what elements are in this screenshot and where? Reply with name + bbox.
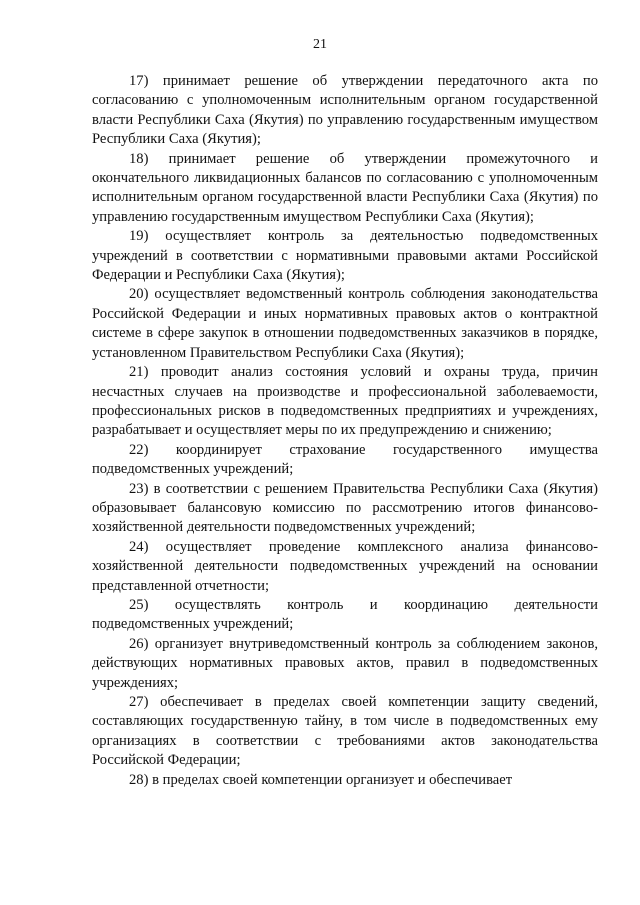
paragraph-item-20: 20) осуществляет ведомственный контроль соблюдения законодательства Российской Федерации и иных нормативных правовых актов о контрактной системе в сфере закупок в отношении подведомственных заказчиков в порядке, установленном Правительством Республики Саха (Якутия); [92,286,598,361]
paragraph-item-28: 28) в пределах своей компетенции организует и обеспечивает [129,771,513,788]
document-body [92,72,598,790]
paragraph-item-17: 17) принимает решение об утверждении передаточного акта по согласованию с уполномоченным исполнительным органом государственной власти Республики Саха (Якутия) по управлению государственным имуществом Республики Саха (Якутия); [92,73,598,148]
paragraph-item-21: 21) проводит анализ состояния условий и охраны труда, причин несчастных случаев на производстве и профессиональной заболеваемости, профессиональных рисков в подведомственных предприятиях и учреждениях, разрабатывает и осуществляет меры по их предупреждению и снижению; [92,364,598,439]
paragraph-item-19: 19) осуществляет контроль за деятельностью подведомственных учреждений в соответствии с нормативными правовыми актами Российской Федерации и Республики Саха (Якутия); [92,228,598,284]
paragraph-item-18: 18) принимает решение об утверждении промежуточного и окончательного ликвидационных балансов по согласованию с уполномоченным исполнительным органом государственной власти Республики Саха (Якутия) по управлению государственным имуществом Республики Саха (Якутия); [92,150,598,225]
paragraph-item-24: 24) осуществляет проведение комплексного анализа финансово-хозяйственной деятельности подведомственных учреждений на основании представленной отчетности; [92,538,598,594]
paragraph-item-25: 25) осуществлять контроль и координацию деятельности подведомственных учреждений; [92,596,598,633]
paragraph-item-23: 23) в соответствии с решением Правительства Республики Саха (Якутия) образовывает балансовую комиссию по рассмотрению итогов финансово-хозяйственной деятельности подведомственных учреждений; [92,480,598,536]
paragraph-item-22: 22) координирует страхование государственного имущества подведомственных учреждений; [92,441,598,478]
page-number: 21 [313,37,327,52]
paragraph-item-27: 27) обеспечивает в пределах своей компетенции защиту сведений, составляющих государственную тайну, в том числе в подведомственных ему организациях в соответствии с требованиями актов законодательства Российской Федерации; [92,694,598,769]
paragraph-item-26: 26) организует внутриведомственный контроль за соблюдением законов, действующих нормативных правовых актов, правил в подведомственных учреждениях; [92,635,598,691]
